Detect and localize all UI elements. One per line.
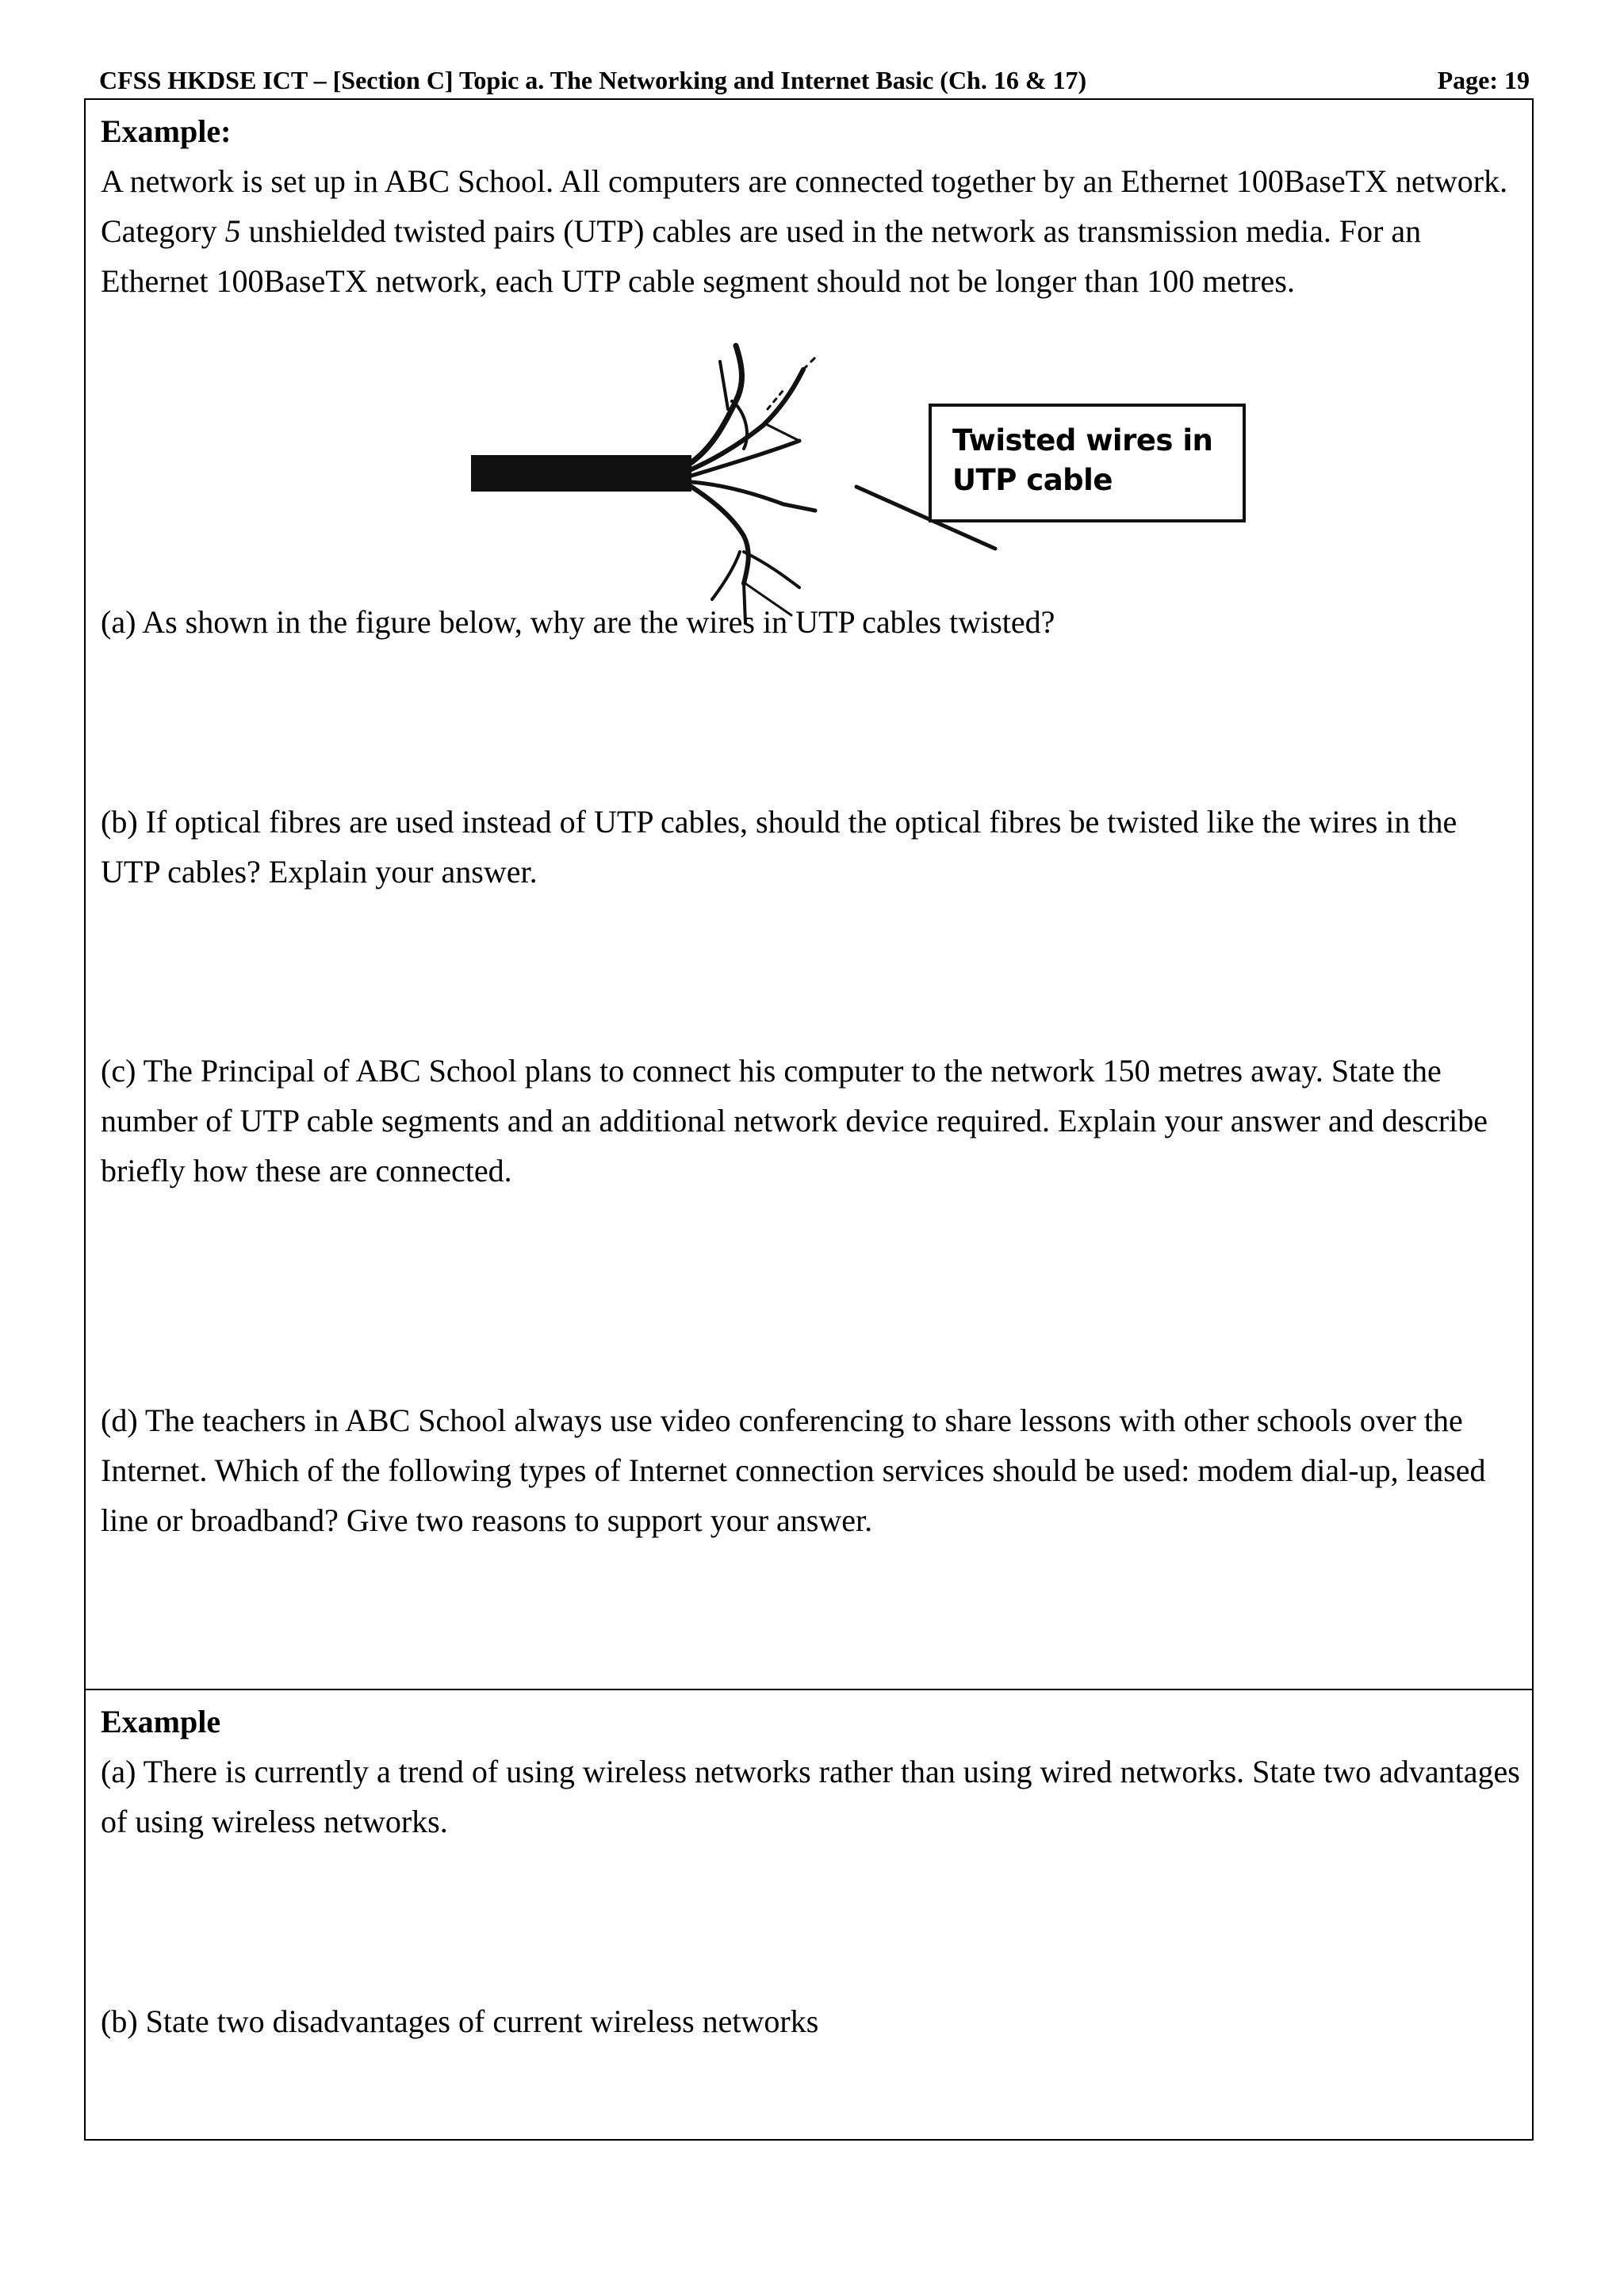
header-title: CFSS HKDSE ICT – [Section C] Topic a. The Networking and Internet Basic (Ch. 16 & 17) bbox=[99, 66, 1087, 94]
example-box-2 bbox=[84, 1689, 1534, 2141]
question-a: (a) As shown in the figure below, why are the wires in UTP cables twisted? bbox=[101, 604, 1055, 640]
intro-category-number: 5 bbox=[224, 213, 241, 249]
intro-text-b: unshielded twisted pairs (UTP) cables are used in the network as transmission media. For an Ethernet 100BaseTX network, each UTP cable segment should not be longer than 100 metres. bbox=[101, 213, 1422, 299]
page-number: Page: 19 bbox=[1437, 66, 1530, 94]
intro-text-a: A network is set up in ABC School. All computers are connected together by an Ethernet 100BaseTX network. Category bbox=[101, 163, 1508, 249]
example-intro bbox=[101, 156, 1520, 306]
utp-cable-illustration bbox=[471, 346, 995, 623]
example-heading: Example: bbox=[101, 113, 232, 149]
question-b: (b) If optical fibres are used instead of UTP cables, should the optical fibres be twisted like the wires in the UTP cables? Explain your answer. bbox=[101, 804, 1457, 890]
question-c: (c) The Principal of ABC School plans to connect his computer to the network 150 metres away. State the number of UTP cable segments and an additional network device required. Explain your answer and describe briefly how these are connected. bbox=[101, 1053, 1488, 1188]
figure-label: Twisted wires in UTP cable bbox=[929, 404, 1246, 522]
example-heading: Example bbox=[101, 1704, 221, 1739]
page-header bbox=[99, 62, 1530, 98]
question-d: (d) The teachers in ABC School always use video conferencing to share lessons with other schools over the Internet. Which of the following types of Internet connection services should be used: modem dial-up, leased line or broadband? Give two reasons to support your answer. bbox=[101, 1402, 1486, 1538]
question-b: (b) State two disadvantages of current wireless networks bbox=[101, 2003, 819, 2039]
example-box-1 bbox=[84, 98, 1534, 1690]
question-a: (a) There is currently a trend of using wireless networks rather than using wired networks. State two advantages of using wireless networks. bbox=[101, 1754, 1520, 1839]
